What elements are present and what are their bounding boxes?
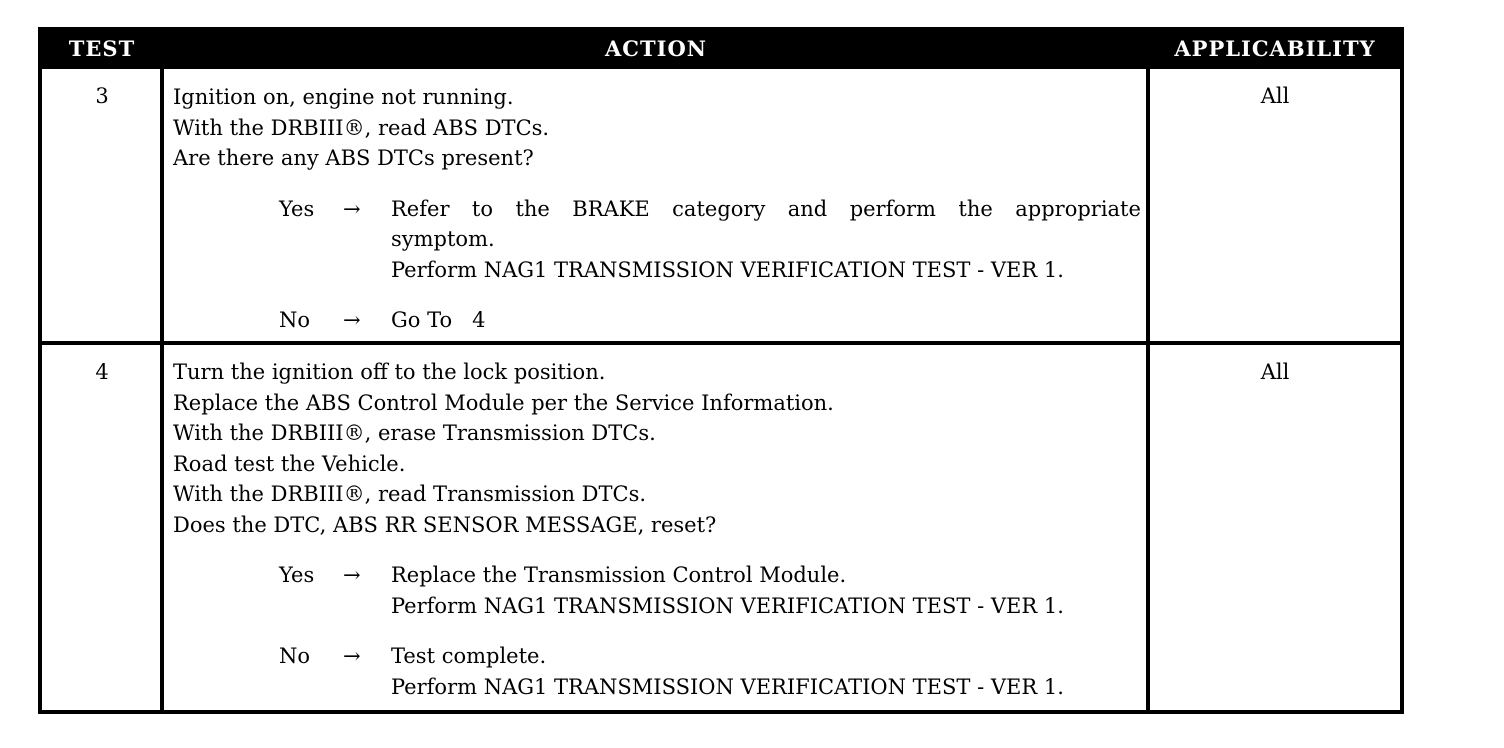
branch-result-line: Perform NAG1 TRANSMISSION VERIFICATION TEST - VER 1. [391, 593, 1064, 618]
arrow-right-icon: → [343, 563, 361, 587]
arrow-right-icon: → [343, 644, 361, 668]
no-label: No [279, 644, 311, 668]
header-test: TEST [68, 36, 136, 61]
no-label: No [279, 308, 311, 332]
arrow-right-icon: → [343, 308, 361, 332]
action-step: Are there any ABS DTCs present? [173, 146, 534, 170]
yes-label: Yes [279, 563, 315, 587]
column-divider [160, 69, 164, 710]
arrow-right-icon: → [343, 196, 361, 221]
diagnostic-test-table [38, 27, 1404, 714]
branch-result-line: Test complete. [391, 644, 547, 668]
row-4-action [173, 357, 1143, 702]
row-3-action [173, 82, 1143, 336]
action-step: With the DRBIII®, read ABS DTCs. [173, 115, 550, 140]
action-step: Ignition on, engine not running. [173, 85, 514, 109]
action-step: Replace the ABS Control Module per the Service Information. [173, 390, 834, 415]
row-divider [42, 341, 1400, 345]
row-4-test-number: 4 [95, 360, 109, 384]
branch-result-line: symptom. [391, 227, 495, 251]
no-branch [173, 641, 1143, 702]
branch-result-line: Perform NAG1 TRANSMISSION VERIFICATION TEST - VER 1. [391, 257, 1064, 282]
row-3-applicability: All [1260, 84, 1290, 108]
header-action: ACTION [605, 36, 707, 61]
branch-result-line: Perform NAG1 TRANSMISSION VERIFICATION TEST - VER 1. [391, 674, 1064, 699]
table-header [42, 31, 1400, 69]
yes-branch [173, 194, 1143, 286]
action-step: With the DRBIII®, read Transmission DTCs. [173, 482, 647, 506]
column-divider [1146, 69, 1150, 710]
row-4-applicability: All [1260, 360, 1290, 384]
header-applicability: APPLICABILITY [1174, 36, 1376, 61]
branch-result-line: Refer to the BRAKE category and perform the appropriate [391, 196, 1141, 221]
row-3-test-number: 3 [95, 84, 109, 108]
yes-branch [173, 560, 1143, 621]
branch-result-line: Replace the Transmission Control Module. [391, 563, 847, 587]
action-step: Turn the ignition off to the lock position. [173, 360, 606, 384]
branch-result-line: Go To 4 [391, 308, 486, 332]
action-step: With the DRBIII®, erase Transmission DTCs. [173, 421, 656, 445]
action-step: Does the DTC, ABS RR SENSOR MESSAGE, reset? [173, 512, 717, 537]
yes-label: Yes [279, 196, 315, 221]
action-step: Road test the Vehicle. [173, 451, 406, 476]
no-branch [173, 305, 1143, 336]
